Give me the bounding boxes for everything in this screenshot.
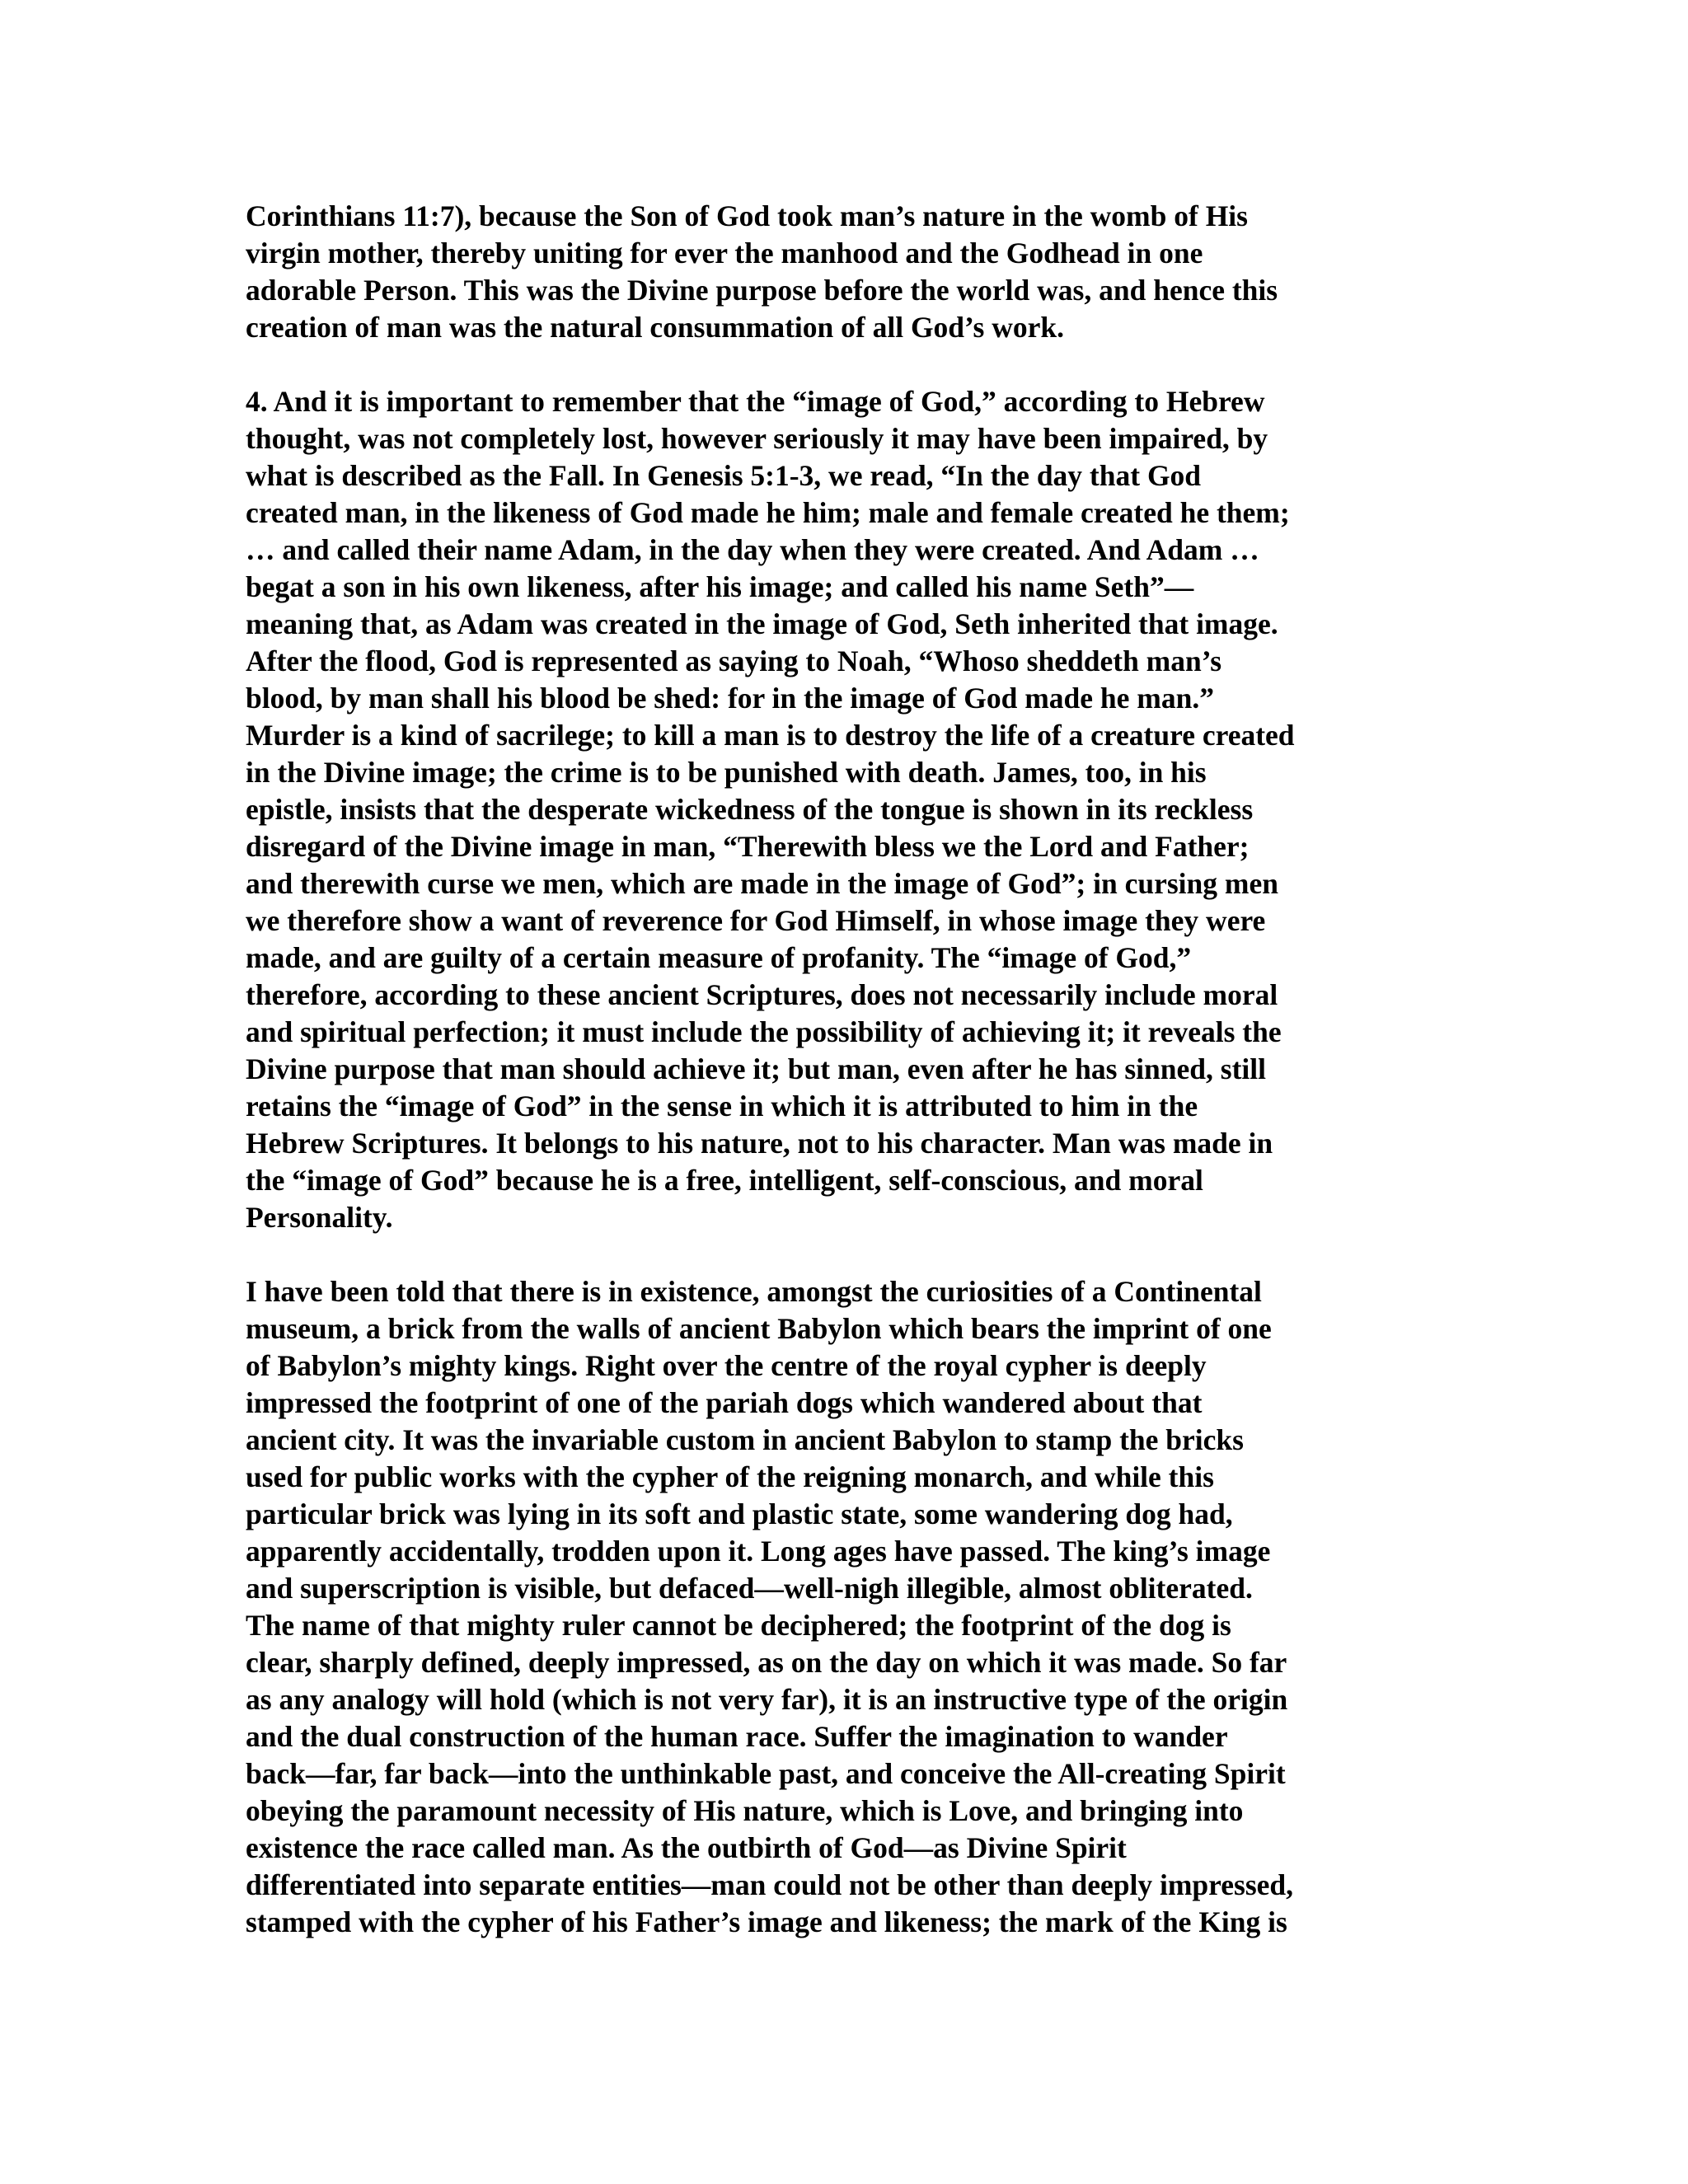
document-page — [246, 198, 1449, 1941]
text-line: Hebrew Scriptures. It belongs to his nature, not to his character. Man was made in — [246, 1127, 1273, 1160]
text-line: and spiritual perfection; it must include the possibility of achieving it; it reveals the — [246, 1015, 1282, 1048]
paragraph-2 — [246, 383, 1449, 1236]
text-line: After the flood, God is represented as saying to Noah, “Whoso sheddeth man’s — [246, 644, 1222, 677]
text-line: I have been told that there is in existence, amongst the curiosities of a Continental — [246, 1275, 1262, 1308]
text-line: museum, a brick from the walls of ancient Babylon which bears the imprint of one — [246, 1312, 1272, 1345]
text-line: we therefore show a want of reverence for God Himself, in whose image they were — [246, 904, 1266, 937]
text-line: created man, in the likeness of God made he him; male and female created he them; — [246, 496, 1290, 529]
text-line: apparently accidentally, trodden upon it. Long ages have passed. The king’s image — [246, 1535, 1271, 1568]
text-line: obeying the paramount necessity of His nature, which is Love, and bringing into — [246, 1794, 1244, 1827]
text-line: blood, by man shall his blood be shed: for in the image of God made he man.” — [246, 682, 1214, 715]
paragraph-3 — [246, 1273, 1449, 1941]
text-line: used for public works with the cypher of the reigning monarch, and while this — [246, 1460, 1214, 1493]
paragraph-1 — [246, 198, 1449, 346]
text-line: The name of that mighty ruler cannot be deciphered; the footprint of the dog is — [246, 1609, 1231, 1642]
text-line: back—far, far back—into the unthinkable past, and conceive the All-creating Spirit — [246, 1757, 1286, 1790]
text-line: and the dual construction of the human race. Suffer the imagination to wander — [246, 1720, 1228, 1753]
text-line: in the Divine image; the crime is to be punished with death. James, too, in his — [246, 756, 1207, 789]
text-line: Corinthians 11:7), because the Son of God took man’s nature in the womb of His — [246, 199, 1248, 232]
text-line: Divine purpose that man should achieve it; but man, even after he has sinned, still — [246, 1052, 1267, 1085]
text-line: ancient city. It was the invariable custom in ancient Babylon to stamp the bricks — [246, 1423, 1244, 1456]
text-line: particular brick was lying in its soft and plastic state, some wandering dog had, — [246, 1497, 1233, 1530]
text-line: … and called their name Adam, in the day when they were created. And Adam … — [246, 533, 1259, 566]
text-line: impressed the footprint of one of the pariah dogs which wandered about that — [246, 1386, 1203, 1419]
text-line: creation of man was the natural consummation of all God’s work. — [246, 311, 1065, 344]
text-line: 4. And it is important to remember that the “image of God,” according to Hebrew — [246, 385, 1265, 418]
text-line: of Babylon’s mighty kings. Right over the centre of the royal cypher is deeply — [246, 1349, 1207, 1382]
text-line: therefore, according to these ancient Scriptures, does not necessarily include moral — [246, 978, 1278, 1011]
text-line: adorable Person. This was the Divine purpose before the world was, and hence this — [246, 274, 1278, 307]
text-line: thought, was not completely lost, however seriously it may have been impaired, by — [246, 422, 1268, 455]
text-line: what is described as the Fall. In Genesis 5:1-3, we read, “In the day that God — [246, 459, 1202, 492]
text-line: retains the “image of God” in the sense in which it is attributed to him in the — [246, 1090, 1198, 1122]
text-line: begat a son in his own likeness, after his image; and called his name Seth”— — [246, 570, 1194, 603]
text-line: meaning that, as Adam was created in the image of God, Seth inherited that image. — [246, 607, 1278, 640]
text-line: Personality. — [246, 1201, 393, 1234]
text-line: existence the race called man. As the outbirth of God—as Divine Spirit — [246, 1831, 1127, 1864]
text-line: as any analogy will hold (which is not very far), it is an instructive type of the origin — [246, 1683, 1288, 1716]
text-line: clear, sharply defined, deeply impressed, as on the day on which it was made. So far — [246, 1646, 1287, 1679]
text-line: made, and are guilty of a certain measure of profanity. The “image of God,” — [246, 941, 1192, 974]
text-line: Murder is a kind of sacrilege; to kill a man is to destroy the life of a creature created — [246, 719, 1295, 752]
text-line: and superscription is visible, but defaced—well-nigh illegible, almost obliterated. — [246, 1572, 1253, 1605]
text-line: disregard of the Divine image in man, “Therewith bless we the Lord and Father; — [246, 830, 1250, 863]
text-line: virgin mother, thereby uniting for ever the manhood and the Godhead in one — [246, 237, 1203, 269]
text-line: differentiated into separate entities—man could not be other than deeply impressed, — [246, 1868, 1294, 1901]
text-line: epistle, insists that the desperate wickedness of the tongue is shown in its reckless — [246, 793, 1254, 826]
text-line: the “image of God” because he is a free, intelligent, self-conscious, and moral — [246, 1164, 1203, 1197]
text-line: and therewith curse we men, which are made in the image of God”; in cursing men — [246, 867, 1278, 900]
text-line: stamped with the cypher of his Father’s image and likeness; the mark of the King is — [246, 1905, 1287, 1938]
